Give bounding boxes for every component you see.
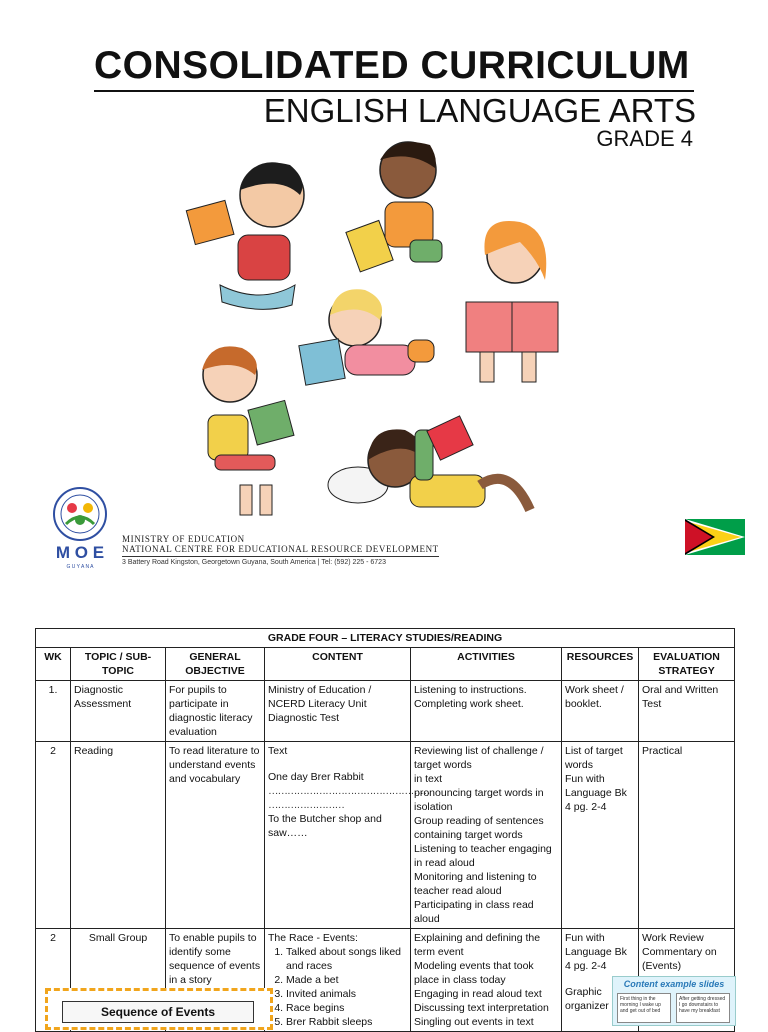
cell-content: Ministry of Education / NCERD Literacy Unit Diagnostic Test (265, 681, 411, 742)
ministry-of-education-logo (44, 484, 116, 570)
cell-objective: To read literature to understand events and vocabulary (166, 742, 265, 929)
cell-topic: Diagnostic Assessment (71, 681, 166, 742)
document-title: CONSOLIDATED CURRICULUM (94, 44, 690, 87)
cell-wk: 2 (36, 742, 71, 929)
header-resources: RESOURCES (562, 648, 639, 681)
cell-objective: For pupils to participate in diagnostic literacy evaluation (166, 681, 265, 742)
content-slides-title: Content example slides (623, 979, 725, 989)
guyana-flag-icon (685, 519, 745, 555)
ministry-name: MINISTRY OF EDUCATION (122, 534, 245, 544)
content-line: Text (268, 745, 288, 757)
resource-line: Fun with Language Bk 4 pg. 2-4 (565, 773, 627, 813)
table-row (36, 742, 735, 929)
svg-text:G U Y A N A: G U Y A N A (66, 564, 94, 570)
header-activities: ACTIVITIES (411, 648, 562, 681)
activity-line: Participating in class read aloud (414, 899, 534, 925)
cell-wk: 1. (36, 681, 71, 742)
list-item: 3. Invited animals (286, 987, 407, 1001)
document-subtitle: ENGLISH LANGUAGE ARTS (263, 92, 696, 129)
activity-line: pronouncing target words in isolation (414, 787, 544, 813)
grade-label: GRADE 4 (596, 126, 693, 151)
cell-content (265, 929, 411, 1032)
resource-line: Fun with Language Bk 4 pg. 2-4 (565, 932, 627, 972)
table-row (36, 681, 735, 742)
content-line: …………………… (268, 799, 344, 811)
child-reading-1-icon (186, 163, 304, 310)
cell-wk: 2 (36, 929, 71, 1032)
list-item: 2. Made a bet (286, 973, 407, 987)
header-objective: GENERAL OBJECTIVE (166, 648, 265, 681)
events-list (268, 945, 407, 1029)
activity-line: Engaging in read aloud text (414, 988, 542, 1000)
list-item: 4. Race begins (286, 1001, 407, 1015)
ministry-block (122, 534, 439, 566)
header-wk: WK (36, 648, 71, 681)
example-slide-2: After getting dressed I go downstairs to have my breakfast (676, 993, 730, 1023)
cell-topic: Reading (71, 742, 166, 929)
resource-line: Graphic organizer (565, 986, 609, 1012)
cell-activities (411, 742, 562, 929)
cell-objective: To enable pupils to identify some sequence of events in a story (166, 929, 265, 1032)
moe-logo-text: M O E (55, 543, 105, 562)
cell-evaluation: Practical (639, 742, 735, 929)
content-line: …………………………………………… (268, 785, 430, 797)
child-reading-6-icon (328, 416, 530, 510)
resource-line: List of target words (565, 745, 623, 771)
activity-line: Explaining and defining the term event (414, 932, 541, 958)
cell-resources (562, 742, 639, 929)
content-line: The Race - Events: (268, 932, 358, 944)
cell-evaluation: Work Review Commentary on (Events) (639, 929, 735, 1032)
child-reading-3-icon (466, 221, 558, 382)
sequence-of-events-label: Sequence of Events (62, 1001, 254, 1023)
header-evaluation: EVALUATION STRATEGY (639, 648, 735, 681)
activity-line: Discussing text interpretation (414, 1002, 549, 1014)
content-line: To the Butcher shop and saw…… (268, 813, 382, 839)
child-reading-5-icon (202, 346, 294, 515)
activity-line: Group reading of sentences containing target words (414, 815, 544, 841)
header-content: CONTENT (265, 648, 411, 681)
child-reading-4-icon (299, 289, 434, 385)
cell-resources: Work sheet / booklet. (562, 681, 639, 742)
activity-line: Listening to instructions. (414, 684, 527, 696)
list-item: 1. Talked about songs liked and races (286, 945, 407, 973)
children-reading-illustration (180, 130, 560, 530)
curriculum-table (35, 628, 735, 1032)
table-title: GRADE FOUR – LITERACY STUDIES/READING (36, 629, 735, 648)
ministry-address: 3 Battery Road Kingston, Georgetown Guyana, South America | Tel: (592) 225 - 6723 (122, 559, 386, 566)
child-reading-2-icon (346, 142, 442, 272)
activity-line: Completing work sheet. (414, 698, 524, 710)
table-header-row (36, 648, 735, 681)
example-slide-1: First thing in the morning I wake up and get out of bed (617, 993, 671, 1023)
table-title-row (36, 629, 735, 648)
content-example-slides (612, 976, 736, 1026)
ncerd-name: NATIONAL CENTRE FOR EDUCATIONAL RESOURCE DEVELOPMENT (122, 544, 439, 557)
cell-activities (411, 681, 562, 742)
cell-activities (411, 929, 562, 1032)
activity-line: Listening to teacher engaging in read aloud (414, 843, 552, 869)
activity-line: in text (414, 773, 443, 785)
content-line: One day Brer Rabbit (268, 771, 364, 783)
list-item: 5. Brer Rabbit sleeps (286, 1015, 407, 1029)
activity-line: Singling out events in text (414, 1016, 534, 1028)
activity-line: Reviewing list of challenge / target words (414, 745, 544, 771)
cell-evaluation: Oral and Written Test (639, 681, 735, 742)
header-topic: TOPIC / SUB-TOPIC (71, 648, 166, 681)
cell-topic: Small Group (71, 929, 166, 1032)
activity-line: Modeling events that took place in class today (414, 960, 534, 986)
activity-line: Monitoring and listening to teacher read aloud (414, 871, 537, 897)
